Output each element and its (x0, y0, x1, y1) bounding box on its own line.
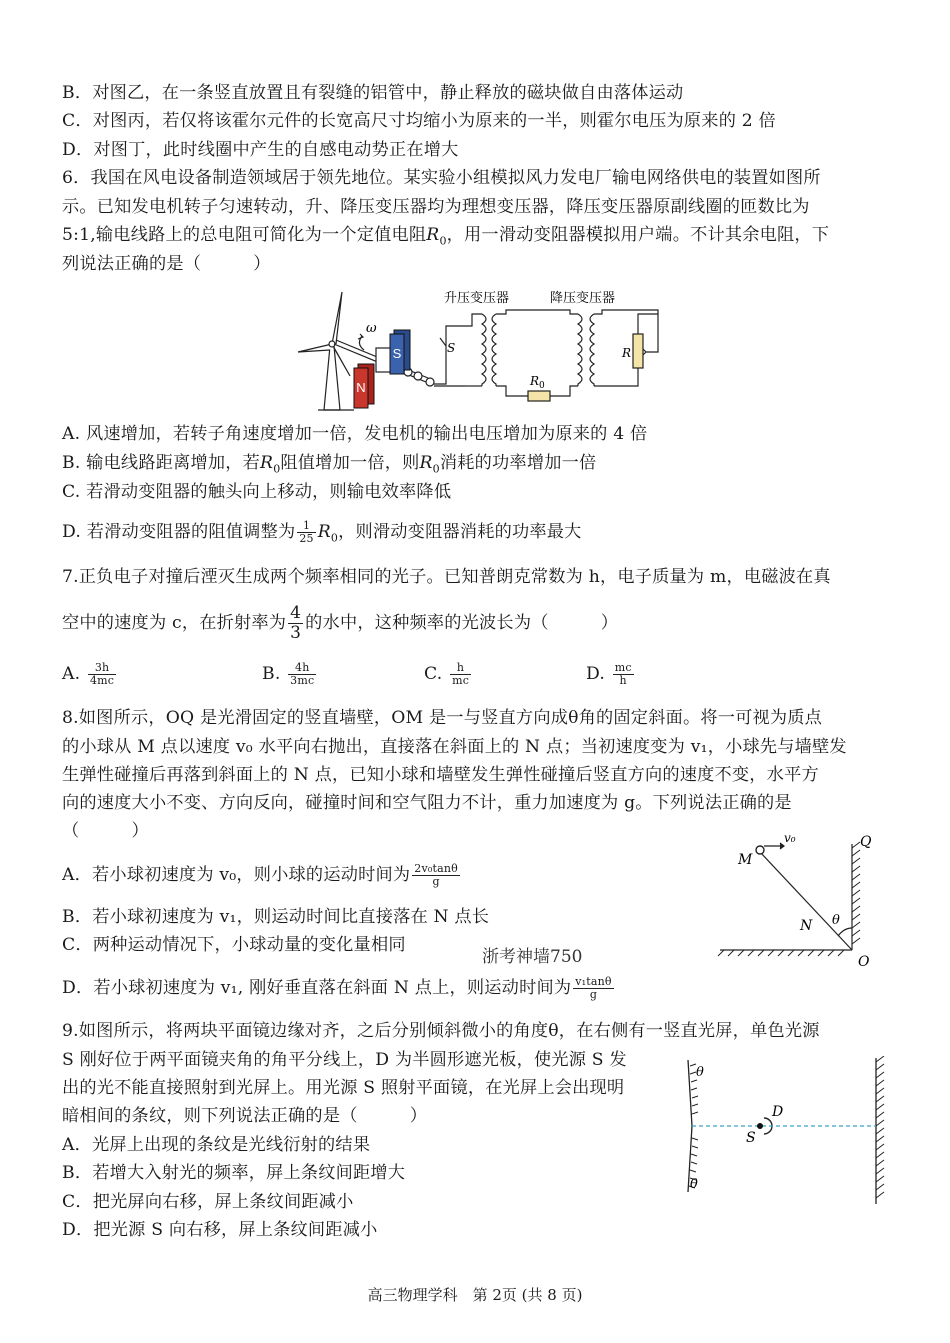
q7-option-d: D. $\frac{mc}{h}$ (586, 661, 632, 687)
q5-option-c: C．对图丙，若仅将该霍尔元件的长宽高尺寸均缩小为原来的一半，则霍尔电压为原来的 2 倍 (62, 111, 776, 131)
svg-text:M: M (738, 852, 753, 868)
svg-text:θ: θ (696, 1065, 704, 1080)
q8-option-c: C．两种运动情况下，小球动量的变化量相同 (62, 935, 406, 955)
q6-option-d: D. 若滑动变阻器的阻值调整为 $\frac{1}{25}$ $R_0$，则滑动变阻器消耗的功率最大 (62, 519, 582, 545)
svg-text:θ: θ (832, 913, 840, 928)
svg-text:Q: Q (860, 834, 872, 850)
q6-option-a: A. 风速增加，若转子角速度增加一倍，发电机的输出电压增加为原来的 4 倍 (62, 424, 648, 444)
q6-stem-line4: 列说法正确的是（ ） (62, 254, 271, 274)
step-down-label: 降压变压器 (550, 291, 616, 306)
svg-text:N: N (356, 380, 366, 395)
q8-stem-line1: 8.如图所示，OQ 是光滑固定的竖直墙壁，OM 是一与竖直方向成θ角的固定斜面。将一可视为质点 (62, 708, 823, 728)
svg-text:S: S (392, 346, 402, 361)
q8-option-b: B．若小球初速度为 v₁，则运动时间比直接落在 N 点长 (62, 907, 490, 927)
q8-stem-line5: （ ） (62, 821, 149, 841)
magnet-s (390, 330, 410, 374)
svg-text:R: R (622, 346, 632, 360)
q8-incline-wall-figure (716, 824, 892, 970)
q8-stem-line4: 向的速度大小不变、方向反向，碰撞时间和空气阻力不计，重力加速度为 g。下列说法正确的是 (62, 793, 792, 813)
q9-option-a: A．光屏上出现的条纹是光线衍射的结果 (62, 1135, 371, 1155)
q6-stem-line1: 6．我国在风电设备制造领域居于领先地位。某实验小组模拟风力发电厂输电网络供电的装置如图所 (62, 168, 821, 188)
q9-option-d: D．把光源 S 向右移，屏上条纹间距减小 (62, 1220, 378, 1240)
q6-stem3-part2: ，用一滑动变阻器模拟用户端。不计其余电阻，下 (446, 225, 830, 245)
q7-option-a: A. $\frac{3h}{4mc}$ (62, 661, 115, 687)
q7-option-c: C. $\frac{h}{mc}$ (424, 661, 470, 687)
q8-stem-line2: 的小球从 M 点以速度 v₀ 水平向右抛出，直接落在斜面上的 N 点；当初速度变为 v₁，小球先与墙壁发 (62, 737, 847, 757)
svg-text:S: S (447, 341, 456, 355)
q9-stem-line4: 暗相间的条纹，则下列说法正确的是（ ） (62, 1106, 428, 1126)
q6-power-transmission-figure (296, 286, 666, 414)
q8-stem-line3: 生弹性碰撞后再落到斜面上的 N 点，已知小球和墙壁发生弹性碰撞后竖直方向的速度不变，水平方 (62, 765, 819, 785)
q6-option-c: C. 若滑动变阻器的触头向上移动，则输电效率降低 (62, 482, 452, 502)
watermark: 浙考神墙750 (482, 947, 583, 967)
svg-text:S: S (746, 1130, 756, 1146)
svg-text:θ: θ (690, 1177, 698, 1192)
q9-stem-line2: S 刚好位于两平面镜夹角的角平分线上，D 为半圆形遮光板，使光源 S 发 (62, 1050, 627, 1070)
svg-text:N: N (800, 918, 813, 934)
svg-text:ω: ω (366, 321, 377, 336)
page-footer: 高三物理学科 第 2页 (共 8 页) (367, 1286, 583, 1304)
q5-option-d: D．对图丁，此时线圈中产生的自感电动势正在增大 (62, 140, 459, 160)
q5-option-b: B．对图乙，在一条竖直放置且有裂缝的铝管中，静止释放的磁块做自由落体运动 (62, 83, 684, 103)
q6-stem3-part1: 5:1,输电线路上的总电阻可简化为一个定值电阻 (62, 225, 427, 245)
q8-option-a: A．若小球初速度为 v₀，则小球的运动时间为 $\frac{\text{2v₀tanθ}}{g}$ (62, 862, 458, 888)
magnet-n (354, 364, 374, 408)
q9-option-c: C．把光屏向右移，屏上条纹间距减小 (62, 1192, 354, 1212)
q9-stem-line1: 9.如图所示，将两块平面镜边缘对齐，之后分别倾斜微小的角度θ，在右侧有一竖直光屏，单色光源 (62, 1021, 820, 1041)
q9-mirror-screen-figure (680, 1056, 892, 1208)
q6-stem-line3: 5:1,输电线路上的总电阻可简化为一个定值电阻$R_0$，用一滑动变阻器模拟用户端。不计其余电阻，下 (62, 225, 830, 248)
svg-text:O: O (858, 954, 870, 970)
q9-stem-line3: 出的光不能直接照射到光屏上。用光源 S 照射平面镜，在光屏上会出现明 (62, 1078, 625, 1098)
q6-option-b: B. 输电线路距离增加，若$R_0$阻值增加一倍，则$R_0$消耗的功率增加一倍 (62, 453, 597, 476)
svg-text:D: D (772, 1104, 784, 1120)
q7-stem-line2: 空中的速度为 c，在折射率为 $\frac{4}{3}$ 的水中，这种频率的光波长为（ ） (62, 603, 619, 643)
q9-option-b: B．若增大入射光的频率，屏上条纹间距增大 (62, 1163, 406, 1183)
step-up-label: 升压变压器 (444, 291, 510, 306)
q6-stem-line2: 示。已知发电机转子匀速转动，升、降压变压器均为理想变压器，降压变压器原副线圈的匝数比为 (62, 197, 810, 217)
svg-text:v₀: v₀ (784, 831, 796, 845)
q7-stem-line1: 7.正负电子对撞后湮灭生成两个频率相同的光子。已知普朗克常数为 h，电子质量为 m，电磁波在真 (62, 567, 831, 587)
q7-option-b: B. $\frac{4h}{3mc}$ (262, 661, 315, 687)
svg-text:R0: $R_0$ (530, 374, 545, 391)
q8-option-d: D．若小球初速度为 v₁, 刚好垂直落在斜面 N 点上，则运动时间为 $\frac{\text{v₁tanθ}}{g}$ (62, 975, 612, 1001)
